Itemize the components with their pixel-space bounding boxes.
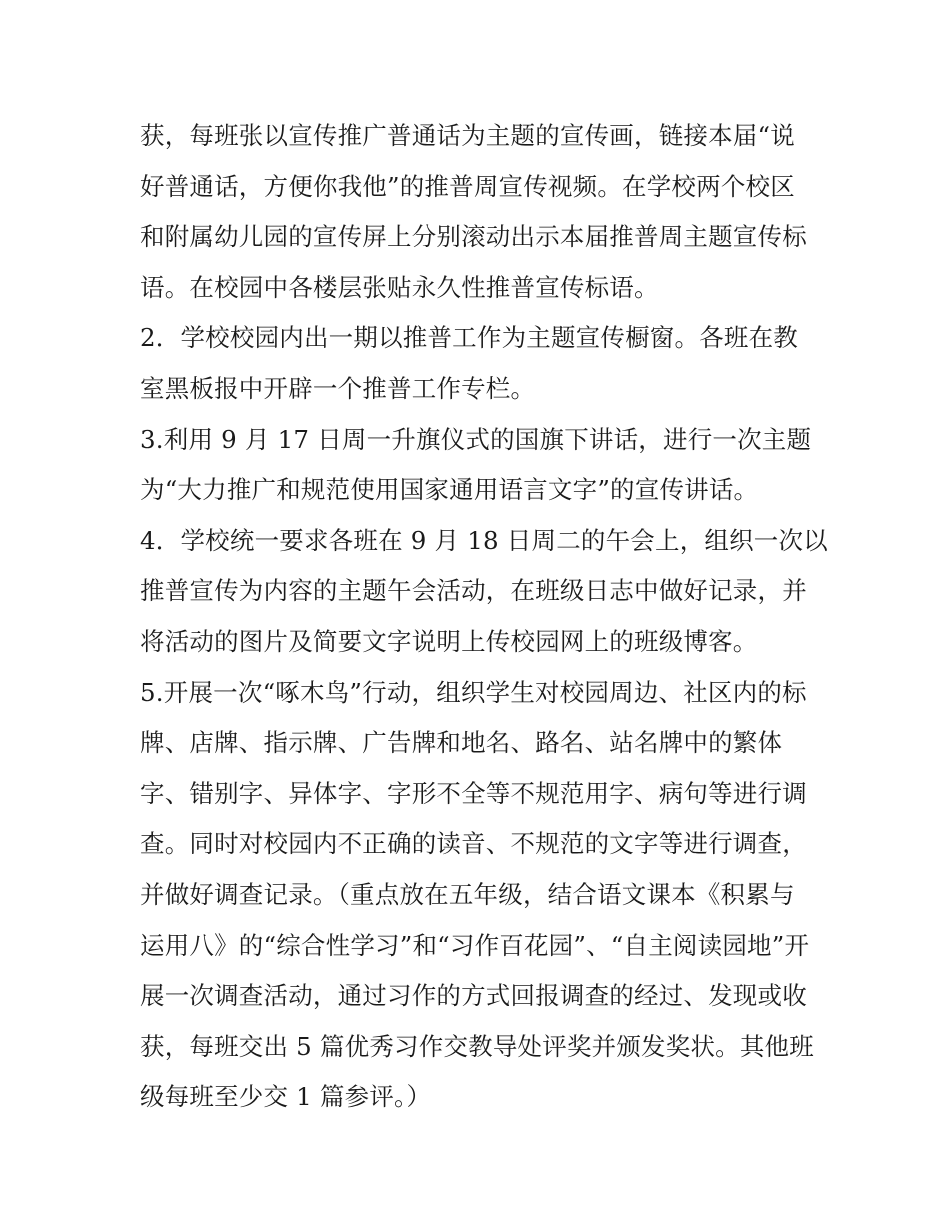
text-line: 室黑板报中开辟一个推普工作专栏。 (140, 373, 536, 403)
text-line: 级每班至少交 1 篇参评。） (140, 1082, 432, 1112)
text-line: 字、错别字、异体字、字形不全等不规范用字、病句等进行调 (140, 778, 807, 808)
text-line: 4．学校统一要求各班在 9 月 18 日周二的午会上，组织一次以 (140, 525, 828, 555)
text-line: 将活动的图片及简要文字说明上传校园网上的班级博客。 (140, 626, 758, 656)
text-line: 获，每班交出 5 篇优秀习作交教导处评奖并颁发奖状。其他班 (140, 1031, 814, 1061)
text-line: 2．学校校园内出一期以推普工作为主题宣传橱窗。各班在教 (140, 323, 798, 353)
text-line: 语。在校园中各楼层张贴永久性推普宣传标语。 (140, 272, 659, 302)
text-line: 好普通话，方便你我他”的推普周宣传视频。在学校两个校区 (140, 171, 795, 201)
text-line: 5.开展一次“啄木鸟”行动，组织学生对校园周边、社区内的标 (140, 677, 807, 707)
text-line: 和附属幼儿园的宣传屏上分别滚动出示本届推普周主题宣传标 (140, 222, 807, 252)
document-body (140, 111, 828, 1123)
text-line: 3.利用 9 月 17 日周一升旗仪式的国旗下讲话，进行一次主题 (140, 424, 812, 454)
text-line: 获，每班张以宣传推广普通话为主题的宣传画，链接本届“说 (140, 121, 795, 150)
text-line: 展一次调查活动，通过习作的方式回报调查的经过、发现或收 (140, 981, 807, 1011)
text-line: 牌、店牌、指示牌、广告牌和地名、路名、站名牌中的繁体 (140, 728, 783, 758)
text-line: 为“大力推广和规范使用国家通用语言文字”的宣传讲话。 (140, 475, 759, 505)
text-line: 查。同时对校园内不正确的读音、不规范的文字等进行调查， (140, 829, 807, 859)
text-line: 推普宣传为内容的主题午会活动，在班级日志中做好记录，并 (140, 576, 807, 606)
text-line: 运用八》的“综合性学习”和“习作百花园”、“自主阅读园地”开 (140, 930, 810, 960)
text-line: 并做好调查记录。（重点放在五年级，结合语文课本《积累与 (140, 879, 795, 909)
